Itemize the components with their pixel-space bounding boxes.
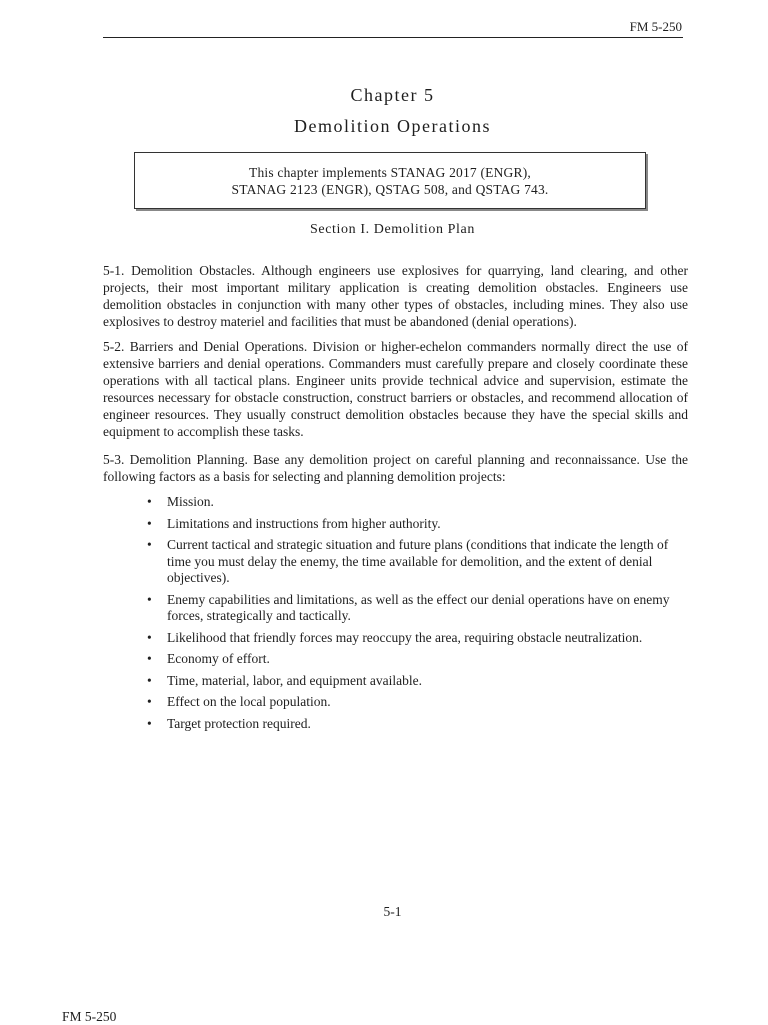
stanag-line-1: This chapter implements STANAG 2017 (ENGR), <box>249 165 531 180</box>
bullet-icon: • <box>147 537 152 552</box>
list-item-text: Enemy capabilities and limitations, as well as the effect our denial operations have on enemy forces, strategically and tactically. <box>167 591 670 623</box>
list-item <box>147 494 687 511</box>
header-doc-ref: FM 5-250 <box>629 19 682 34</box>
paragraph-5-2: 5-2. Barriers and Denial Operations. Division or higher-echelon commanders normally direct the use of extensive barriers and denial operations. Commanders must carefully prepare and closely coordinate these operations with all tactical plans. Engineer units provide technical advice and supervision, estimate the resources necessary for obstacle construction, construct barriers or obstacles, and recommend allocation of engineer resources. They usually construct demolition obstacles because they have the special skills and equipment to accomplish these tasks. <box>103 339 688 439</box>
list-item-text: Mission. <box>167 494 214 509</box>
list-item <box>147 651 687 668</box>
factors-list <box>147 494 687 737</box>
list-item-text: Likelihood that friendly forces may reoccupy the area, requiring obstacle neutralization. <box>167 629 643 645</box>
list-item <box>147 537 687 587</box>
bullet-icon: • <box>147 672 152 688</box>
footer-doc-ref: FM 5-250 <box>62 1009 117 1024</box>
bullet-icon: • <box>147 715 152 731</box>
list-item <box>147 673 687 690</box>
chapter-label: Chapter 5 <box>350 85 435 105</box>
list-item <box>147 716 687 733</box>
paragraph-5-1: 5-1. Demolition Obstacles. Although engineers use explosives for quarrying, land clearing, and other projects, their most important military application is creating demolition obstacles. Engineers use demolition obstacles in conjunction with many other types of obstacles, including mines. They also use explosives to destroy materiel and facilities that must be abandoned (denial operations). <box>103 263 688 329</box>
bullet-icon: • <box>147 494 152 509</box>
list-item-text: Target protection required. <box>167 715 311 731</box>
bullet-icon: • <box>147 591 152 607</box>
list-item-text: Limitations and instructions from higher authority. <box>167 515 441 531</box>
chapter-title: Demolition Operations <box>294 116 491 136</box>
list-item-text: Economy of effort. <box>167 651 270 666</box>
list-item <box>147 516 687 533</box>
stanag-box <box>134 152 646 209</box>
page-number: 5-1 <box>383 904 402 919</box>
paragraph-5-3: 5-3. Demolition Planning. Base any demolition project on careful planning and reconnaissance. Use the following factors as a basis for selecting and planning demolition projects: <box>103 452 688 484</box>
list-item-text: Current tactical and strategic situation and future plans (conditions that indicate the length of time you must delay the enemy, the time available for demolition, and the extent of denial objectives). <box>167 537 669 585</box>
section-title: Section I. Demolition Plan <box>310 222 475 237</box>
bullet-icon: • <box>147 629 152 645</box>
bullet-icon: • <box>147 651 152 666</box>
list-item <box>147 592 687 625</box>
bullet-icon: • <box>147 694 152 709</box>
stanag-line-2: STANAG 2123 (ENGR), QSTAG 508, and QSTAG 743. <box>231 182 549 197</box>
list-item <box>147 630 687 647</box>
list-item-text: Effect on the local population. <box>167 694 331 709</box>
list-item-text: Time, material, labor, and equipment available. <box>167 672 423 688</box>
bullet-icon: • <box>147 515 152 531</box>
list-item <box>147 694 687 711</box>
header-rule <box>103 37 683 38</box>
